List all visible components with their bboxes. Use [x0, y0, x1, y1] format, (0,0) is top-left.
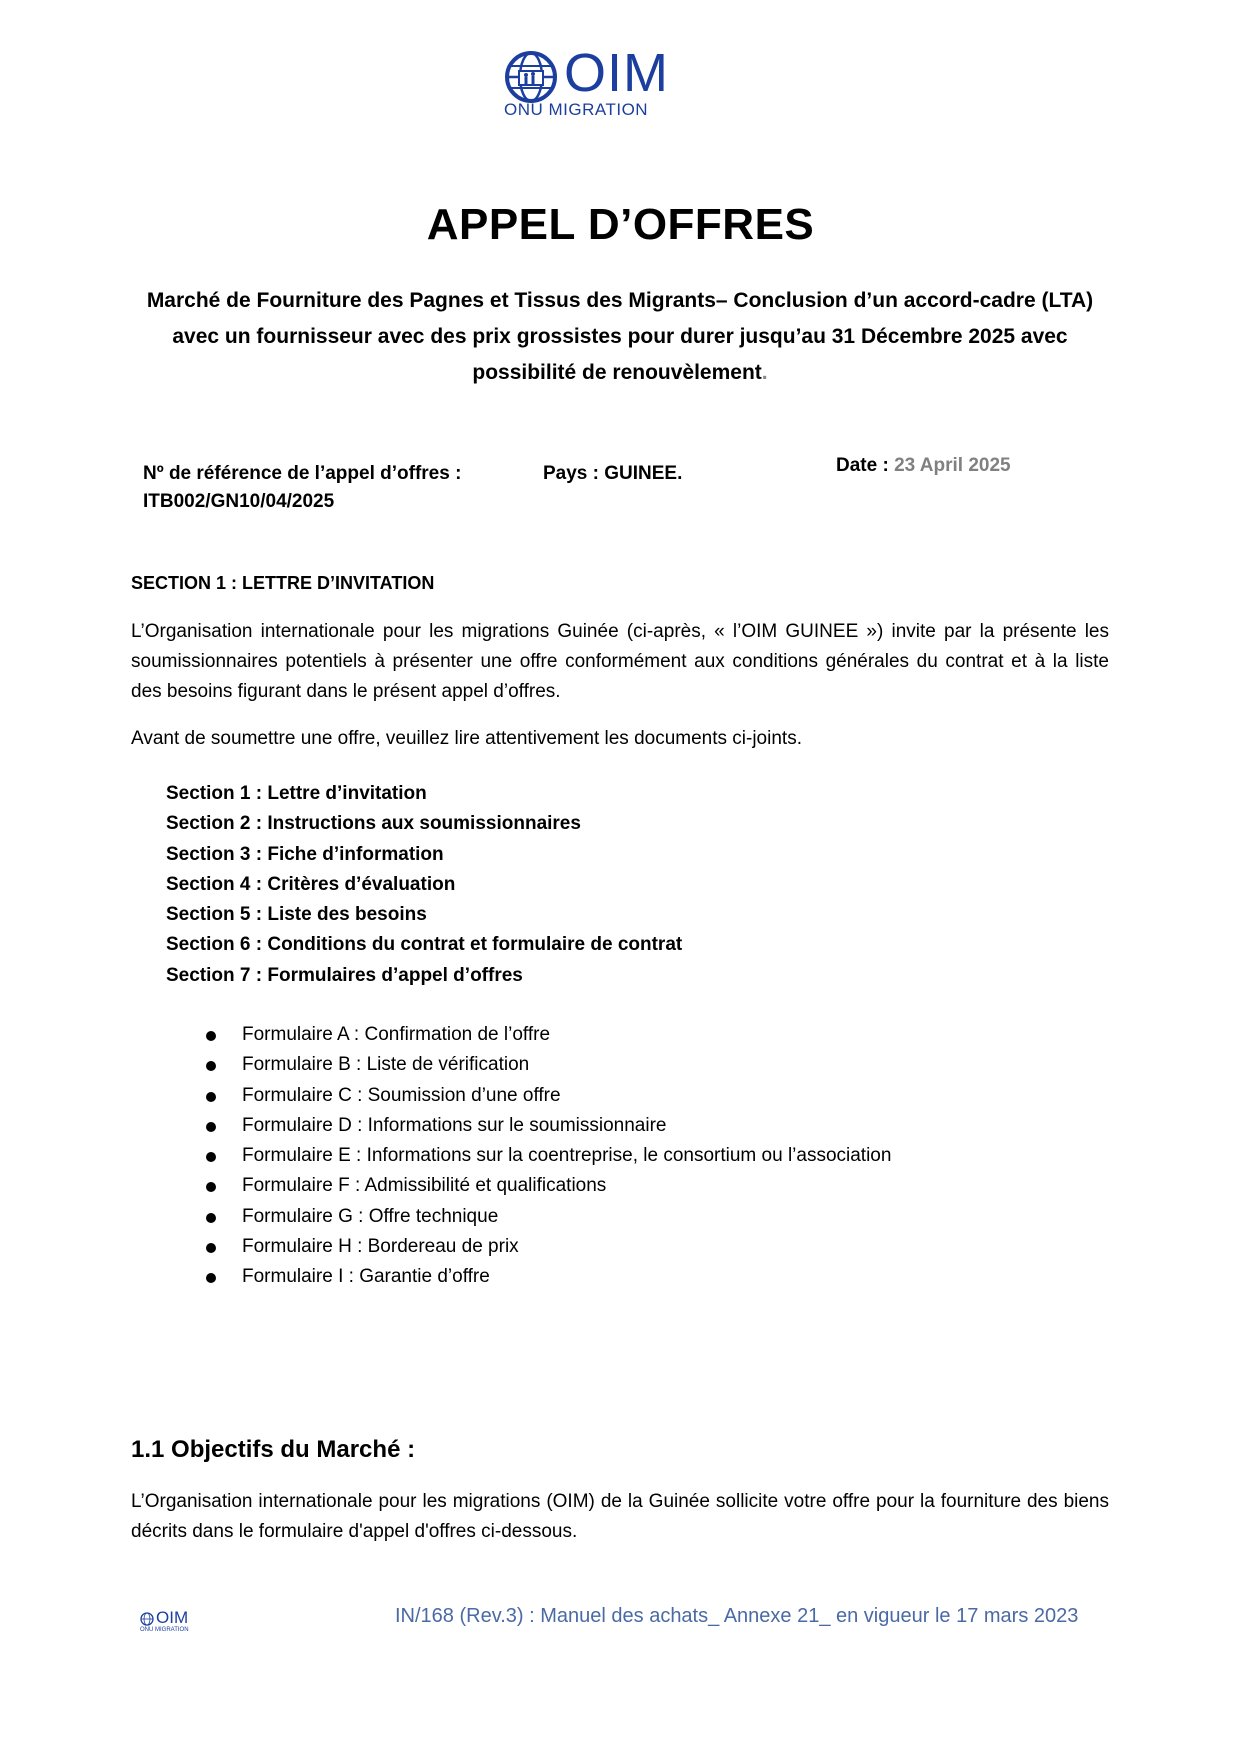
read-documents-paragraph: Avant de soumettre une offre, veuillez lire attentivement les documents ci-joints. [131, 728, 802, 749]
date-label: Date : [836, 455, 889, 476]
reference-block [143, 460, 461, 516]
form-label: Formulaire E : Informations sur la coentreprise, le consortium ou l’association [242, 1145, 892, 1167]
logo-text: OIM [564, 43, 669, 103]
form-label: Formulaire H : Bordereau de prix [242, 1236, 519, 1258]
bullet-icon [206, 1061, 216, 1071]
objectives-paragraph: L’Organisation internationale pour les migrations (OIM) de la Guinée sollicite votre offre pour la fourniture des biens décrits dans le formulaire d'appel d'offres ci-dessous. [131, 1491, 1109, 1542]
bullet-icon [206, 1152, 216, 1162]
section-item: Section 3 : Fiche d’information [166, 843, 444, 865]
section-item: Section 6 : Conditions du contrat et formulaire de contrat [166, 934, 683, 956]
form-item [204, 1232, 891, 1262]
bullet-icon [206, 1031, 216, 1041]
form-label: Formulaire D : Informations sur le soumissionnaire [242, 1114, 667, 1136]
form-item [204, 1050, 891, 1080]
reference-label: Nº de référence de l’appel d’offres : [143, 463, 462, 484]
footer-text: IN/168 (Rev.3) : Manuel des achats_ Annexe 21_ en vigueur le 17 mars 2023 [395, 1605, 1079, 1627]
form-label: Formulaire A : Confirmation de l’offre [242, 1024, 551, 1045]
form-item [204, 1081, 891, 1111]
bullet-icon [206, 1122, 216, 1132]
form-item [204, 1262, 891, 1292]
footer-globe-icon [140, 1612, 154, 1626]
logo-subtitle: ONU MIGRATION [504, 100, 649, 119]
bullet-icon [206, 1243, 216, 1253]
country: Pays : GUINEE. [543, 463, 683, 484]
date-block [836, 452, 1011, 480]
form-item [204, 1202, 891, 1232]
sections-list [166, 779, 682, 991]
form-label: Formulaire C : Soumission d’une offre [242, 1084, 561, 1106]
section-heading: SECTION 1 : LETTRE D’INVITATION [131, 573, 435, 593]
oim-logo [504, 43, 704, 119]
globe-logo-icon [504, 50, 558, 104]
bullet-icon [206, 1213, 216, 1223]
section-item: Section 7 : Formulaires d’appel d’offres [166, 964, 523, 986]
section-item: Section 5 : Liste des besoins [166, 904, 427, 926]
bullet-icon [206, 1273, 216, 1283]
form-label: Formulaire F : Admissibilité et qualifications [242, 1175, 607, 1197]
form-item [204, 1111, 891, 1141]
footer-logo [140, 1610, 210, 1636]
form-label: Formulaire B : Liste de vérification [242, 1054, 530, 1076]
subtitle-text: Marché de Fourniture des Pagnes et Tissus des Migrants– Conclusion d’un accord-cadre (LTA) avec un fournisseur avec des prix grossistes pour durer jusqu’au 31 Décembre 2025 avec possibilité de renouvèlement [146, 289, 1094, 384]
form-label: Formulaire G : Offre technique [242, 1205, 499, 1227]
form-item [204, 1020, 891, 1050]
footer-logo-text: OIM [156, 1608, 189, 1627]
document-subtitle [130, 283, 1110, 391]
forms-list [204, 1020, 891, 1293]
bullet-icon [206, 1092, 216, 1102]
form-label: Formulaire I : Garantie d’offre [242, 1266, 490, 1288]
section-item: Section 1 : Lettre d’invitation [166, 783, 427, 804]
form-item [204, 1141, 891, 1171]
section-item: Section 4 : Critères d’évaluation [166, 873, 456, 895]
invitation-paragraph: L’Organisation internationale pour les migrations Guinée (ci-après, « l’OIM GUINEE ») invite par la présente les soumissionnaires potentiels à présenter une offre conformément aux conditions générales du contrat et à la liste des besoins figurant dans le présent appel d’offres. [131, 621, 1109, 702]
section-item: Section 2 : Instructions aux soumissionnaires [166, 813, 581, 835]
footer-logo-subtitle: ONU MIGRATION [140, 1627, 189, 1633]
document-title: APPEL D’OFFRES [426, 200, 815, 249]
date-value: 23 April 2025 [894, 455, 1011, 476]
subtitle-trailing: . [761, 361, 768, 384]
bullet-icon [206, 1182, 216, 1192]
form-item [204, 1171, 891, 1201]
objectives-heading: 1.1 Objectifs du Marché : [131, 1436, 416, 1463]
reference-value: ITB002/GN10/04/2025 [143, 491, 335, 512]
